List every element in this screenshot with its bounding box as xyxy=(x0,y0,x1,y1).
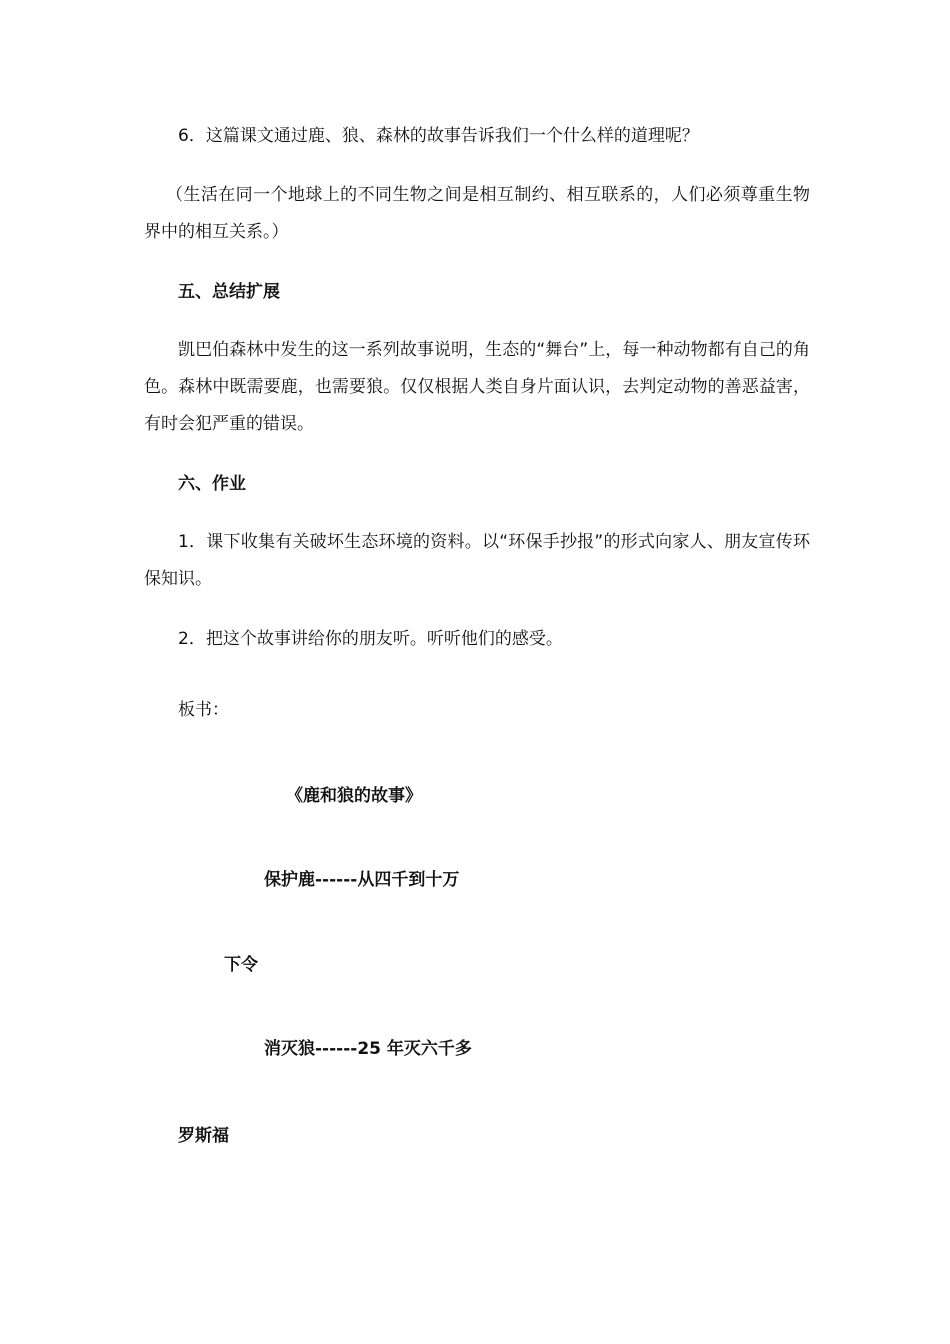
board-line-roosevelt: 罗斯福 xyxy=(178,1126,229,1146)
board-line-order: 下令 xyxy=(224,955,258,975)
question-6: 6．这篇课文通过鹿、狼、森林的故事告诉我们一个什么样的道理呢？ xyxy=(178,126,699,146)
homework-2: 2．把这个故事讲给你的朋友听。听听他们的感受。 xyxy=(178,629,563,649)
section-6-heading: 六、作业 xyxy=(178,474,246,494)
section-5-heading: 五、总结扩展 xyxy=(178,282,280,302)
board-label: 板书： xyxy=(178,700,229,720)
board-title: 《鹿和狼的故事》 xyxy=(286,786,422,806)
answer-6: （生活在同一个地球上的不同生物之间是相互制约、相互联系的，人们必须尊重生物界中的相互关系。） xyxy=(144,185,810,242)
board-line-eliminate-wolves: 消灭狼------25 年灭六千多 xyxy=(264,1039,472,1059)
section-5-body: 凯巴伯森林中发生的这一系列故事说明，生态的“舞台”上，每一种动物都有自己的角色。森林中既需要鹿，也需要狼。仅仅根据人类自身片面认识，去判定动物的善恶益害，有时会犯严重的错误。 xyxy=(144,340,810,434)
homework-1: 1．课下收集有关破坏生态环境的资料。以“环保手抄报”的形式向家人、朋友宣传环保知识。 xyxy=(144,532,810,589)
board-line-protect-deer: 保护鹿------从四千到十万 xyxy=(264,870,460,890)
